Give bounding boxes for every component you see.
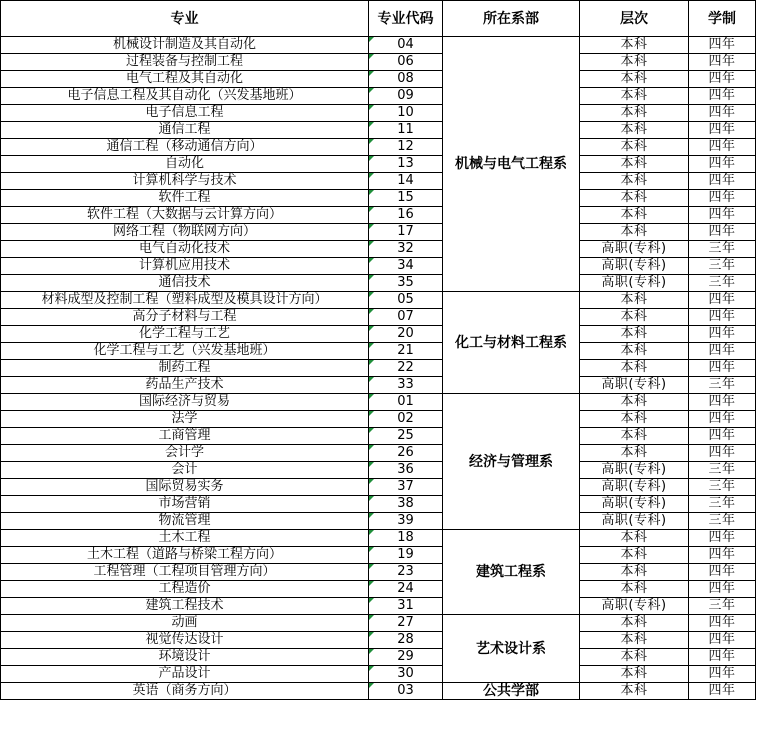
major-code-cell: 34: [369, 258, 443, 275]
table-row: [1, 632, 756, 649]
department-cell: 公共学部: [443, 683, 580, 700]
major-name-cell: 化学工程与工艺（兴发基地班）: [1, 343, 369, 360]
years-cell: 四年: [689, 207, 756, 224]
header-row: [1, 1, 756, 37]
years-cell: 四年: [689, 547, 756, 564]
major-name-cell: 制药工程: [1, 360, 369, 377]
major-name-cell: 高分子材料与工程: [1, 309, 369, 326]
table-row: [1, 581, 756, 598]
table-row: [1, 122, 756, 139]
major-name-cell: 工商管理: [1, 428, 369, 445]
major-code-cell: 38: [369, 496, 443, 513]
level-cell: 高职(专科): [580, 241, 689, 258]
major-code-cell: 26: [369, 445, 443, 462]
years-cell: 三年: [689, 241, 756, 258]
years-cell: 四年: [689, 122, 756, 139]
years-cell: 四年: [689, 190, 756, 207]
major-code-cell: 16: [369, 207, 443, 224]
level-cell: 本科: [580, 428, 689, 445]
level-cell: 本科: [580, 224, 689, 241]
years-cell: 四年: [689, 292, 756, 309]
years-cell: 四年: [689, 564, 756, 581]
level-cell: 本科: [580, 649, 689, 666]
table-row: [1, 428, 756, 445]
table-row: [1, 173, 756, 190]
major-code-cell: 07: [369, 309, 443, 326]
years-cell: 四年: [689, 105, 756, 122]
years-cell: 四年: [689, 37, 756, 54]
table-row: [1, 156, 756, 173]
table-row: [1, 683, 756, 700]
years-cell: 三年: [689, 377, 756, 394]
table-row: [1, 411, 756, 428]
major-name-cell: 环境设计: [1, 649, 369, 666]
department-cell: 建筑工程系: [443, 530, 580, 615]
header-department: 所在系部: [443, 1, 580, 37]
level-cell: 本科: [580, 411, 689, 428]
major-code-cell: 36: [369, 462, 443, 479]
major-code-cell: 17: [369, 224, 443, 241]
header-years: 学制: [689, 1, 756, 37]
major-name-cell: 网络工程（物联网方向）: [1, 224, 369, 241]
years-cell: 三年: [689, 462, 756, 479]
major-name-cell: 计算机应用技术: [1, 258, 369, 275]
table-row: [1, 666, 756, 683]
table-row: [1, 598, 756, 615]
table-row: [1, 462, 756, 479]
years-cell: 三年: [689, 258, 756, 275]
table-row: [1, 479, 756, 496]
major-code-cell: 05: [369, 292, 443, 309]
level-cell: 本科: [580, 343, 689, 360]
level-cell: 高职(专科): [580, 513, 689, 530]
table-row: [1, 292, 756, 309]
major-name-cell: 软件工程（大数据与云计算方向）: [1, 207, 369, 224]
years-cell: 四年: [689, 173, 756, 190]
years-cell: 四年: [689, 445, 756, 462]
years-cell: 四年: [689, 666, 756, 683]
level-cell: 本科: [580, 683, 689, 700]
years-cell: 四年: [689, 309, 756, 326]
table-row: [1, 275, 756, 292]
level-cell: 高职(专科): [580, 479, 689, 496]
major-name-cell: 国际贸易实务: [1, 479, 369, 496]
level-cell: 高职(专科): [580, 598, 689, 615]
major-code-cell: 12: [369, 139, 443, 156]
major-name-cell: 通信工程: [1, 122, 369, 139]
major-code-cell: 30: [369, 666, 443, 683]
table-body: [1, 37, 756, 700]
table-row: [1, 377, 756, 394]
years-cell: 四年: [689, 394, 756, 411]
table-row: [1, 394, 756, 411]
years-cell: 四年: [689, 615, 756, 632]
major-code-cell: 27: [369, 615, 443, 632]
years-cell: 四年: [689, 683, 756, 700]
level-cell: 本科: [580, 54, 689, 71]
major-code-cell: 08: [369, 71, 443, 88]
table-row: [1, 241, 756, 258]
major-name-cell: 软件工程: [1, 190, 369, 207]
department-cell: 经济与管理系: [443, 394, 580, 530]
years-cell: 三年: [689, 479, 756, 496]
major-code-cell: 39: [369, 513, 443, 530]
major-name-cell: 电子信息工程及其自动化（兴发基地班）: [1, 88, 369, 105]
level-cell: 本科: [580, 37, 689, 54]
major-name-cell: 市场营销: [1, 496, 369, 513]
department-cell: 化工与材料工程系: [443, 292, 580, 394]
years-cell: 四年: [689, 156, 756, 173]
years-cell: 四年: [689, 411, 756, 428]
level-cell: 本科: [580, 190, 689, 207]
level-cell: 本科: [580, 207, 689, 224]
major-name-cell: 建筑工程技术: [1, 598, 369, 615]
major-name-cell: 材料成型及控制工程（塑料成型及模具设计方向）: [1, 292, 369, 309]
years-cell: 三年: [689, 496, 756, 513]
level-cell: 高职(专科): [580, 275, 689, 292]
major-code-cell: 13: [369, 156, 443, 173]
major-code-cell: 28: [369, 632, 443, 649]
years-cell: 四年: [689, 88, 756, 105]
major-name-cell: 电气工程及其自动化: [1, 71, 369, 88]
level-cell: 本科: [580, 156, 689, 173]
level-cell: 本科: [580, 71, 689, 88]
level-cell: 本科: [580, 360, 689, 377]
major-code-cell: 14: [369, 173, 443, 190]
major-name-cell: 物流管理: [1, 513, 369, 530]
table-row: [1, 54, 756, 71]
header-major: 专业: [1, 1, 369, 37]
major-code-cell: 35: [369, 275, 443, 292]
level-cell: 本科: [580, 394, 689, 411]
years-cell: 四年: [689, 428, 756, 445]
level-cell: 本科: [580, 615, 689, 632]
major-code-cell: 09: [369, 88, 443, 105]
major-name-cell: 会计学: [1, 445, 369, 462]
table-row: [1, 326, 756, 343]
major-name-cell: 化学工程与工艺: [1, 326, 369, 343]
major-code-cell: 20: [369, 326, 443, 343]
major-code-cell: 02: [369, 411, 443, 428]
major-code-cell: 15: [369, 190, 443, 207]
years-cell: 四年: [689, 326, 756, 343]
table-row: [1, 564, 756, 581]
major-code-cell: 10: [369, 105, 443, 122]
level-cell: 本科: [580, 292, 689, 309]
major-code-cell: 31: [369, 598, 443, 615]
department-cell: 机械与电气工程系: [443, 37, 580, 292]
years-cell: 四年: [689, 360, 756, 377]
major-name-cell: 机械设计制造及其自动化: [1, 37, 369, 54]
header-code: 专业代码: [369, 1, 443, 37]
level-cell: 高职(专科): [580, 462, 689, 479]
years-cell: 四年: [689, 632, 756, 649]
major-code-cell: 04: [369, 37, 443, 54]
level-cell: 本科: [580, 326, 689, 343]
major-name-cell: 药品生产技术: [1, 377, 369, 394]
level-cell: 高职(专科): [580, 496, 689, 513]
major-code-cell: 22: [369, 360, 443, 377]
major-code-cell: 19: [369, 547, 443, 564]
years-cell: 四年: [689, 224, 756, 241]
major-code-cell: 03: [369, 683, 443, 700]
major-code-cell: 21: [369, 343, 443, 360]
table-row: [1, 343, 756, 360]
major-code-cell: 32: [369, 241, 443, 258]
level-cell: 本科: [580, 105, 689, 122]
level-cell: 本科: [580, 88, 689, 105]
years-cell: 四年: [689, 581, 756, 598]
major-name-cell: 计算机科学与技术: [1, 173, 369, 190]
years-cell: 四年: [689, 71, 756, 88]
major-code-cell: 23: [369, 564, 443, 581]
major-name-cell: 自动化: [1, 156, 369, 173]
watermark-fade: [558, 712, 758, 738]
level-cell: 本科: [580, 530, 689, 547]
major-name-cell: 土木工程: [1, 530, 369, 547]
major-code-cell: 37: [369, 479, 443, 496]
major-code-cell: 29: [369, 649, 443, 666]
major-name-cell: 国际经济与贸易: [1, 394, 369, 411]
major-name-cell: 动画: [1, 615, 369, 632]
years-cell: 四年: [689, 649, 756, 666]
table-row: [1, 530, 756, 547]
major-name-cell: 电子信息工程: [1, 105, 369, 122]
table-row: [1, 105, 756, 122]
table-row: [1, 445, 756, 462]
level-cell: 本科: [580, 122, 689, 139]
table-row: [1, 360, 756, 377]
major-code-cell: 24: [369, 581, 443, 598]
major-name-cell: 电气自动化技术: [1, 241, 369, 258]
major-code-cell: 06: [369, 54, 443, 71]
level-cell: 本科: [580, 173, 689, 190]
table-row: [1, 190, 756, 207]
years-cell: 四年: [689, 343, 756, 360]
level-cell: 高职(专科): [580, 377, 689, 394]
major-code-cell: 33: [369, 377, 443, 394]
table-row: [1, 513, 756, 530]
major-code-cell: 11: [369, 122, 443, 139]
major-name-cell: 产品设计: [1, 666, 369, 683]
major-name-cell: 英语（商务方向）: [1, 683, 369, 700]
table-row: [1, 224, 756, 241]
major-name-cell: 土木工程（道路与桥梁工程方向）: [1, 547, 369, 564]
table-row: [1, 615, 756, 632]
level-cell: 本科: [580, 309, 689, 326]
major-name-cell: 工程管理（工程项目管理方向）: [1, 564, 369, 581]
major-name-cell: 视觉传达设计: [1, 632, 369, 649]
major-name-cell: 法学: [1, 411, 369, 428]
table-row: [1, 547, 756, 564]
table-row: [1, 88, 756, 105]
years-cell: 三年: [689, 513, 756, 530]
table-row: [1, 309, 756, 326]
table-row: [1, 71, 756, 88]
table-row: [1, 37, 756, 54]
level-cell: 本科: [580, 666, 689, 683]
major-code-cell: 01: [369, 394, 443, 411]
level-cell: 本科: [580, 581, 689, 598]
major-name-cell: 会计: [1, 462, 369, 479]
header-level: 层次: [580, 1, 689, 37]
table-row: [1, 496, 756, 513]
level-cell: 本科: [580, 632, 689, 649]
years-cell: 三年: [689, 598, 756, 615]
major-code-cell: 25: [369, 428, 443, 445]
table-row: [1, 649, 756, 666]
years-cell: 三年: [689, 275, 756, 292]
level-cell: 本科: [580, 139, 689, 156]
level-cell: 本科: [580, 445, 689, 462]
level-cell: 高职(专科): [580, 258, 689, 275]
major-name-cell: 通信技术: [1, 275, 369, 292]
level-cell: 本科: [580, 564, 689, 581]
years-cell: 四年: [689, 530, 756, 547]
table-row: [1, 207, 756, 224]
years-cell: 四年: [689, 54, 756, 71]
department-cell: 艺术设计系: [443, 615, 580, 683]
table-row: [1, 139, 756, 156]
major-code-cell: 18: [369, 530, 443, 547]
major-name-cell: 通信工程（移动通信方向）: [1, 139, 369, 156]
years-cell: 四年: [689, 139, 756, 156]
table-row: [1, 258, 756, 275]
level-cell: 本科: [580, 547, 689, 564]
major-name-cell: 过程装备与控制工程: [1, 54, 369, 71]
major-name-cell: 工程造价: [1, 581, 369, 598]
